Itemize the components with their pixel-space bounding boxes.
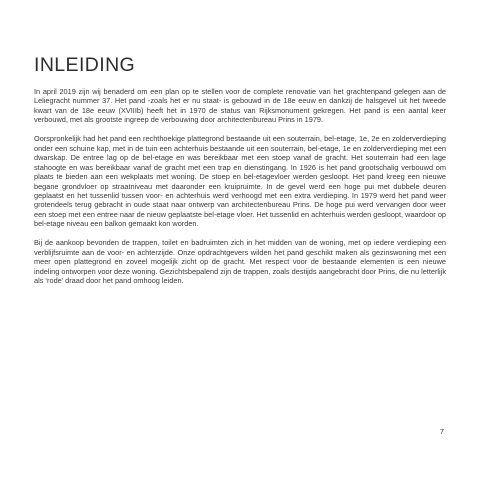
page-title: INLEIDING (34, 54, 136, 76)
body-text (34, 87, 446, 295)
paragraph-intro: In april 2019 zijn wij benaderd om een plan op te stellen voor de complete renovatie van het grachtenpand gelegen aan de Leliegracht nummer 37. Het pand -zoals het er nu staat- is gebouwd in de 18e eeuw en dankzij de halsgevel uit het tweede kwart van de 18e eeuw (XVIIIb) heeft het in 1970 de status van Rijksmonument gekregen. Het pand is een aantal keer verbouwd, met als grootste ingreep de verbouwing door architectenbureau Prins in 1979. (34, 87, 446, 125)
paragraph-history: Oorspronkelijk had het pand een rechthoekige plattegrond bestaande uit een souterrain, bel-etage, 1e, 2e en zolderverdieping onder een schuine kap, met in de tuin een achterhuis bestaande uit een souterrain, bel-etage, 1e en zolderverdieping met een dwarskap. De entree lag op de bel-etage en was bereikbaar met een stoep vanaf de gracht. Het souterrain had een lage stahoogte en was bereikbaar vanaf de gracht met een trap en dienstingang. In 1926 is het pand grootschalig verbouwd om plaats te bieden aan een wekplaats met woning. De stoep en bel-etagevloer werden gesloopt. Het pand kreeg een nieuwe begane grondvloer op straatniveau met daaronder een kruipruimte. In de gevel werd een hoge pui met dubbele deuren geplaatst en het tussenlid tussen voor- en achterhuis werd verhoogd met een extra verdieping. In 1979 werd het pand weer grotendeels terug gebracht in oude staat naar ontwerp van architectenbureau Prins. De hoge pui werd vervangen door weer een stoep met een entree naar de nieuw geplaatste bel-etage vloer. Het tussenlid en achterhuis werden gesloopt, waardoor op bel-etage niveau een balkon gemaakt kon worden. (34, 134, 446, 229)
paragraph-design: Bij de aankoop bevonden de trappen, toilet en badruimten zich in het midden van de woning, met op iedere verdieping een verblijfsruimte aan de voor- en achterzijde. Onze opdrachtgevers wilden het pand geschikt maken als gezinswoning met een meer open plattegrond en zoveel mogelijk zicht op de gracht. Met respect voor de bestaande elementen is een nieuwe indeling ontworpen voor deze woning. Gezichtsbepalend zijn de trappen, zoals destijds aangebracht door Prins, die nu letterlijk als ‘rode’ draad door het pand omhoog leiden. (34, 238, 446, 286)
page-number: 7 (439, 427, 444, 436)
